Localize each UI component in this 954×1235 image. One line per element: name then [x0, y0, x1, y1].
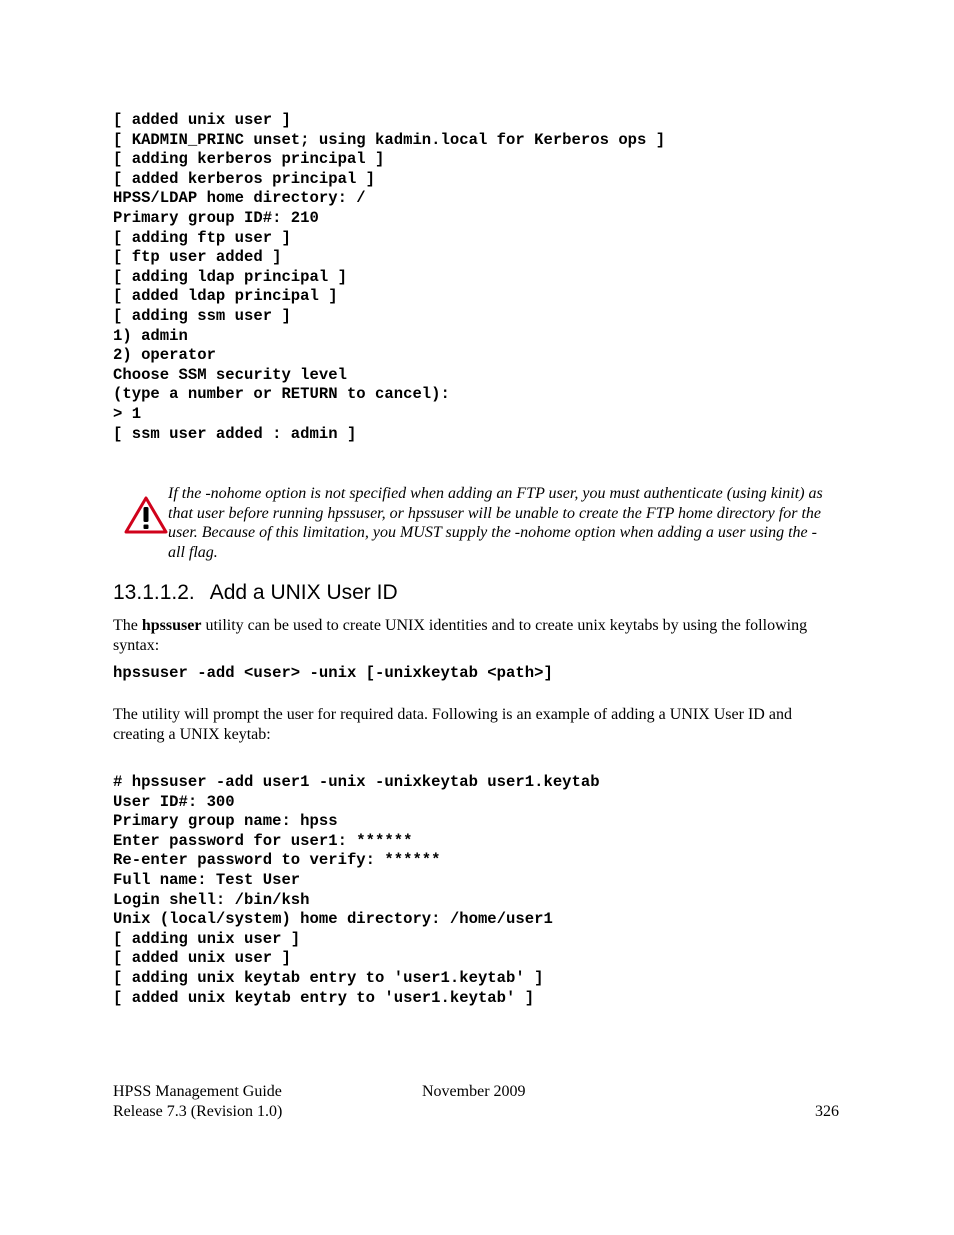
command-name: hpssuser	[141, 617, 202, 634]
page-number: 326	[815, 1103, 839, 1120]
code-line: > 1	[113, 404, 142, 423]
code-line: (type a number or RETURN to cancel):	[113, 385, 450, 404]
code-line: [ adding kerberos principal ]	[113, 150, 385, 169]
warning-note: If the -nohome option is not specified when adding an FTP user, you must authenticate (using kinit) as that user before running hpssuser, or hpssuser will be unable to create the FTP home directory for the user. Because of this limitation, you MUST supply the -nohome option when adding a user using the -all flag.	[168, 485, 823, 561]
footer-release: Release 7.3 (Revision 1.0)	[113, 1103, 283, 1120]
footer-title: HPSS Management Guide	[113, 1083, 282, 1100]
para-text: utility can be used to create UNIX identities and to create unix keytabs by using the following syntax:	[113, 617, 808, 654]
code-line: Re-enter password to verify: ******	[113, 851, 441, 870]
code-line: Enter password for user1: ******	[113, 831, 413, 850]
syntax-line	[113, 664, 553, 684]
code-line: [ adding ldap principal ]	[113, 267, 347, 286]
footer-left	[113, 1082, 282, 1122]
code-line: Login shell: /bin/ksh	[113, 890, 310, 909]
code-line: 2) operator	[113, 346, 216, 365]
code-line: Primary group name: hpss	[113, 812, 338, 831]
section-heading	[113, 581, 398, 605]
code-line: [ added kerberos principal ]	[113, 169, 376, 188]
example-paragraph: The utility will prompt the user for required data. Following is an example of adding a UNIX User ID and creating a UNIX keytab:	[113, 706, 792, 743]
code-line: Full name: Test User	[113, 870, 301, 889]
code-line: 1) admin	[113, 326, 188, 345]
warning-exclamation-icon	[124, 496, 168, 534]
code-line: # hpssuser -add user1 -unix -unixkeytab user1.keytab	[113, 773, 600, 791]
section-number: 13.1.1.2.	[113, 581, 195, 604]
code-line: [ adding ftp user ]	[113, 228, 291, 247]
code-block-1	[113, 111, 665, 444]
footer-date: November 2009	[422, 1083, 526, 1100]
code-line: Choose SSM security level	[113, 365, 347, 384]
code-block-2	[113, 773, 600, 1008]
code-line: [ adding unix keytab entry to 'user1.keytab' ]	[113, 968, 544, 987]
code-line: Unix (local/system) home directory: /home/user1	[113, 910, 553, 929]
code-line: [ adding unix user ]	[113, 929, 301, 948]
code-line: HPSS/LDAP home directory: /	[113, 189, 366, 208]
code-line: User ID#: 300	[113, 792, 235, 811]
code-line: [ added unix keytab entry to 'user1.keytab' ]	[113, 988, 535, 1007]
code-line: [ KADMIN_PRINC unset; using kadmin.local for Kerberos ops ]	[113, 130, 666, 149]
code-line: [ added unix user ]	[113, 949, 291, 968]
section-title: Add a UNIX User ID	[209, 581, 398, 604]
code-line: [ ftp user added ]	[113, 248, 282, 267]
code-line: [ ssm user added : admin ]	[113, 424, 357, 443]
code-line: [ added ldap principal ]	[113, 287, 338, 306]
intro-paragraph	[113, 616, 833, 655]
code-line: hpssuser -add <user> -unix [-unixkeytab <path>]	[113, 664, 553, 682]
code-line: [ adding ssm user ]	[113, 306, 291, 325]
code-line: Primary group ID#: 210	[113, 208, 319, 227]
code-line: [ added unix user ]	[113, 111, 291, 129]
para-text: The	[113, 617, 142, 634]
